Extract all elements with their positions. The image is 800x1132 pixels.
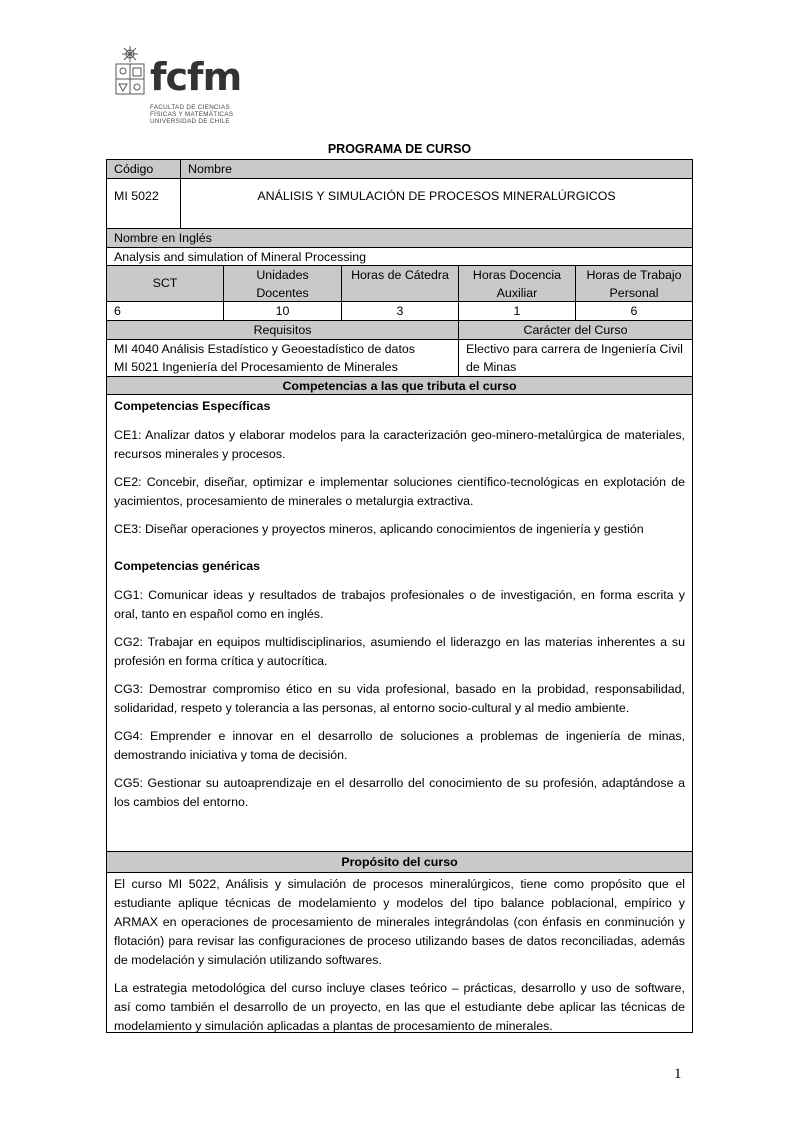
- page-number: 1: [674, 1066, 682, 1082]
- requirements-label: Requisitos: [107, 321, 459, 339]
- competencies-header-row: [107, 377, 692, 395]
- competencies-body: [107, 395, 692, 851]
- competency-item: CE3: Diseñar operaciones y proyectos mineros, aplicando conocimientos de ingeniería y gestión: [114, 522, 644, 536]
- hours-value-sct: 6: [107, 302, 224, 320]
- hours-header-sct: SCT: [107, 266, 224, 301]
- requirement-item: MI 4040 Análisis Estadístico y Geoestadístico de datos: [114, 342, 415, 356]
- hours-header-lecture: Horas de Cátedra: [342, 266, 459, 301]
- competencies-body-row: [107, 395, 692, 852]
- competency-item: CG3: Demostrar compromiso ético en su vida profesional, basado en la probidad, responsabilidad, solidaridad, respeto y tolerancia a las personas, al entorno socio-cultural y al medio ambiente.: [114, 682, 685, 715]
- hours-header-auxiliary: Horas Docencia Auxiliar: [459, 266, 576, 301]
- hours-value-auxiliary: 1: [459, 302, 576, 320]
- competency-item: CE2: Concebir, diseñar, optimizar e implementar soluciones científico-tecnológicas en explotación de yacimientos, procesamiento de minerales o metalurgia extractiva.: [114, 475, 685, 508]
- faculty-logo-subtitle: [150, 104, 250, 125]
- document-title: PROGRAMA DE CURSO: [327, 142, 472, 156]
- hours-value-row: [107, 302, 692, 321]
- competency-item: CE1: Analizar datos y elaborar modelos para la caracterización geo-minero-metalúrgica de materiales, recursos minerales y procesos.: [114, 428, 685, 461]
- competency-item: CG4: Emprender e innovar en el desarrollo de soluciones a problemas de ingeniería de minas, demostrando iniciativa y toma de decisión.: [114, 729, 685, 762]
- generic-competencies-heading: Competencias genéricas: [114, 559, 260, 573]
- faculty-logo-text: fcfm: [150, 55, 242, 99]
- character-label: Carácter del Curso: [523, 323, 628, 337]
- competency-item: CG2: Trabajar en equipos multidisciplinarios, asumiendo el liderazgo en las materias inherentes a su profesión en forma crítica y autocrítica.: [114, 635, 685, 668]
- purpose-paragraph: La estrategia metodológica del curso incluye clases teórico – prácticas, desarrollo y uso de software, así como también el desarrollo de un proyecto, en las que el estudiante debe aplicar las técnicas de modelamiento y simulación aplicadas a plantas de procesamiento de minerales.: [114, 981, 685, 1033]
- hours-value-personal: 6: [630, 304, 638, 318]
- course-code: MI 5022: [107, 179, 181, 228]
- requirements-value-row: [107, 340, 692, 377]
- course-character: Electivo para carrera de Ingeniería Civil de Minas: [466, 342, 683, 374]
- purpose-body: [107, 873, 692, 1032]
- english-name-label: Nombre en Inglés: [114, 231, 212, 245]
- purpose-paragraph: El curso MI 5022, Análisis y simulación de procesos mineralúrgicos, tiene como propósito que el estudiante aplique técnicas de modelamiento y modelos del tipo balance poblacional, empírico y ARMAX en operaciones de procesamiento de minerales integrándolas (con énfasis en conminución y flotación) para revisar las configuraciones de proceso utilizando bases de datos reconciliadas, además de modelación y simulación utilizando softwares.: [114, 877, 685, 967]
- hours-header-row: [107, 266, 692, 302]
- code-name-value-row: [107, 179, 692, 229]
- purpose-title: Propósito del curso: [341, 855, 458, 869]
- purpose-header-row: [107, 852, 692, 873]
- requirement-item: MI 5021 Ingeniería del Procesamiento de Minerales: [114, 359, 398, 374]
- specific-competencies-heading: Competencias Específicas: [114, 399, 271, 413]
- name-label: Nombre: [188, 162, 233, 176]
- course-program-table: [106, 159, 693, 1033]
- hours-value-lecture: 3: [342, 302, 459, 320]
- logo-subtitle-line: UNIVERSIDAD DE CHILE: [150, 118, 230, 125]
- code-name-header-row: [107, 160, 692, 179]
- hours-header-personal: Horas de Trabajo Personal: [586, 268, 682, 300]
- logo-subtitle-line: FÍSICAS Y MATEMÁTICAS: [150, 111, 234, 118]
- code-label: Código: [107, 160, 181, 178]
- hours-value-units: 10: [224, 302, 342, 320]
- logo-subtitle-line: FACULTAD DE CIENCIAS: [150, 104, 230, 111]
- english-name-header-row: [107, 229, 692, 248]
- purpose-body-row: [107, 873, 692, 1032]
- competencies-title: Competencias a las que tributa el curso: [282, 379, 517, 393]
- requirements-list: [107, 340, 459, 376]
- course-name: ANÁLISIS Y SIMULACIÓN DE PROCESOS MINERALÚRGICOS: [257, 189, 616, 203]
- requirements-header-row: [107, 321, 692, 340]
- competency-item: CG1: Comunicar ideas y resultados de trabajos profesionales o de investigación, en forma escrita y oral, tanto en español como en inglés.: [114, 588, 685, 621]
- english-name-value-row: [107, 248, 692, 266]
- competency-item: CG5: Gestionar su autoaprendizaje en el desarrollo del conocimiento de su profesión, adaptándose a los cambios del entorno.: [114, 776, 685, 809]
- english-name: Analysis and simulation of Mineral Processing: [114, 250, 367, 264]
- hours-header-units: Unidades Docentes: [224, 266, 342, 301]
